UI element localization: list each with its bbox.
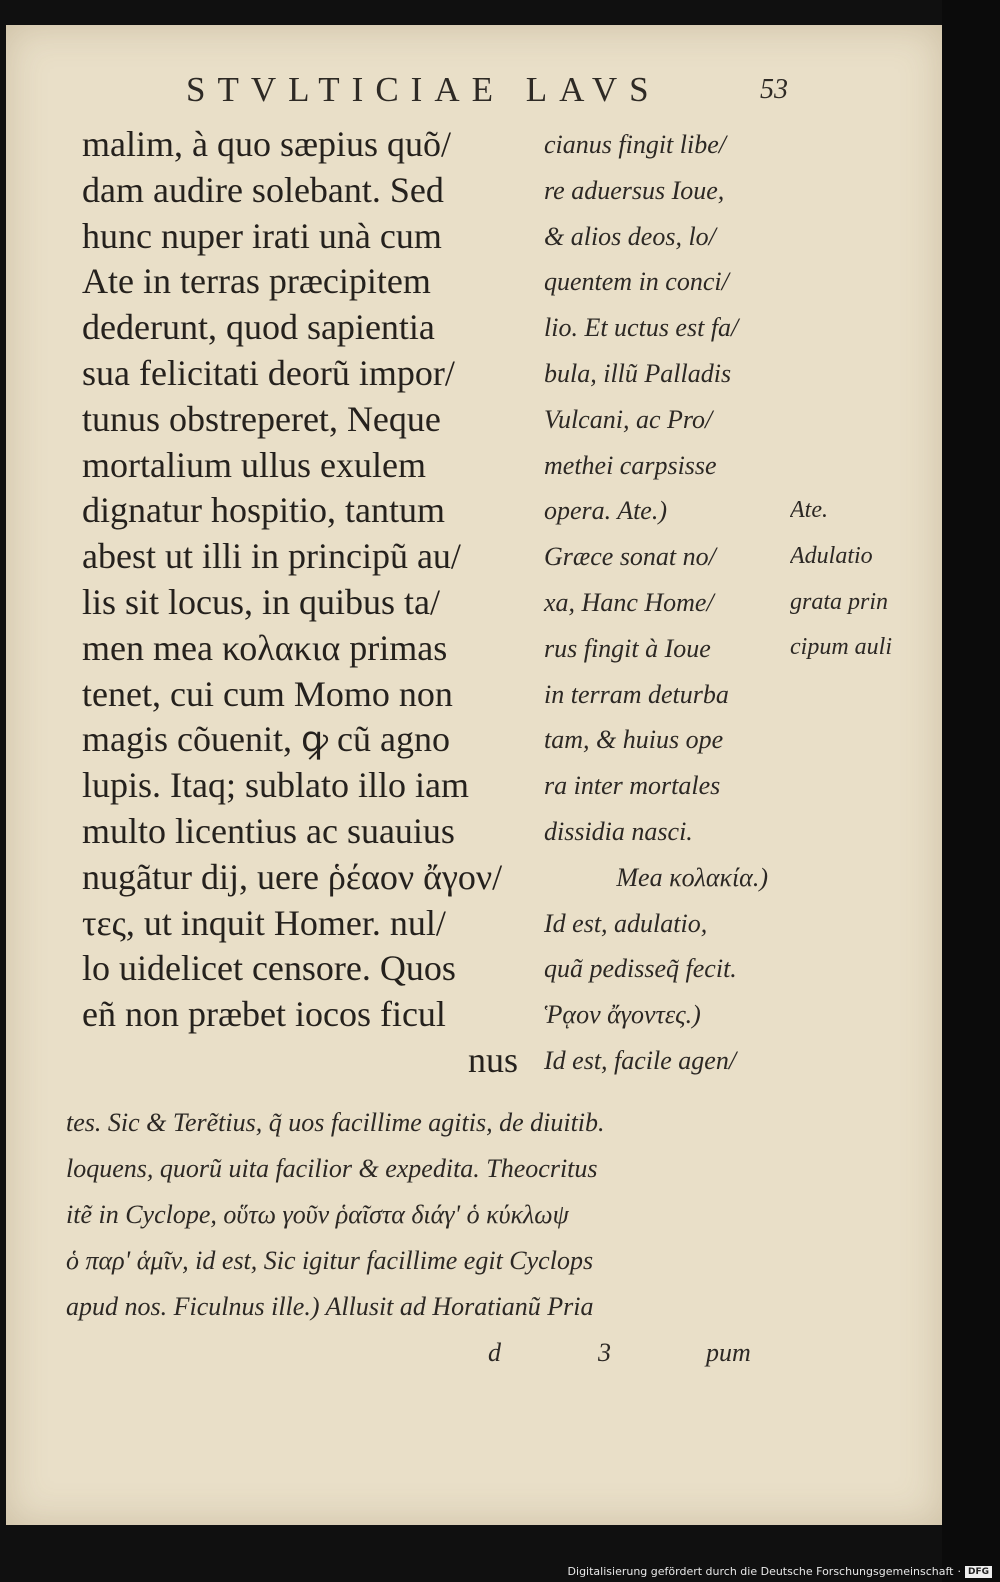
binding-edge <box>942 0 1000 1582</box>
main-text-line: lupis. Itaq; sublato illo iam <box>82 765 469 806</box>
gloss-line: rus fingit à Ioue <box>544 633 711 663</box>
gloss-line: Vulcani, ac Pro/ <box>544 404 713 434</box>
main-text-line: multo licentius ac suauius <box>82 810 455 851</box>
digitization-footer: Digitalisierung gefördert durch die Deutsche Forschungsgemeinschaft · DFG <box>568 1565 992 1578</box>
main-text-line: nugãtur dij, uere ῥέαον ἄγον/ <box>82 856 503 897</box>
gloss-line: quentem in conci/ <box>544 267 729 297</box>
gloss-line: opera. Ate.) <box>544 496 667 526</box>
main-text-line: abest ut illi in principũ au/ <box>82 536 461 577</box>
main-text-line: hunc nuper irati unà cum <box>82 215 442 256</box>
gloss-line: lio. Et uctus est fa/ <box>544 313 739 343</box>
gloss-line: Mea κολακία.) <box>616 862 768 892</box>
footer-credit: Digitalisierung gefördert durch die Deutsche Forschungsgemeinschaft <box>567 1565 954 1578</box>
main-text-line: sua felicitati deorũ impor/ <box>82 352 455 393</box>
catchword: pum <box>706 1338 751 1367</box>
main-text-line: lis sit locus, in quibus ta/ <box>82 581 441 622</box>
main-text-line: dignatur hospitio, tantum <box>82 490 445 531</box>
margin-note: grata prin <box>790 588 889 615</box>
signature-number: 3 <box>598 1338 611 1367</box>
signature-letter: d <box>488 1338 501 1367</box>
margin-notes <box>790 488 940 671</box>
margin-note: cipum auli <box>790 634 892 661</box>
gloss-line: tam, & huius ope <box>544 725 724 755</box>
dfg-logo-icon: DFG <box>965 1566 992 1578</box>
gloss-line: Ῥᾳον ἄγοντες.) <box>544 1000 701 1030</box>
main-text-line: τες, ut inquit Homer. nul/ <box>82 902 446 943</box>
gloss-line: Græce sonat no/ <box>544 542 716 572</box>
footnote-block <box>66 1100 786 1330</box>
footnote-line: apud nos. Ficulnus ille.) Allusit ad Horatianũ Pria <box>66 1292 594 1321</box>
margin-note: Ate. <box>790 497 828 523</box>
main-text-line: tenet, cui cum Momo non <box>82 673 453 714</box>
footnote-line: loquens, quorũ uita facilior & expedita. Theocritus <box>66 1154 598 1183</box>
main-text-line: nus <box>467 1039 518 1080</box>
footnote-line: itẽ in Cyclope, οὕτω γοῦν ῥαῖστα διάγ' ὁ κύκλωψ <box>66 1200 569 1229</box>
gloss-line: Id est, facile agen/ <box>544 1045 737 1075</box>
gloss-line: bula, illũ Palladis <box>544 358 732 388</box>
gloss-line: re aduersus Ioue, <box>544 175 725 205</box>
main-text-line: mortalium ullus exulem <box>82 444 426 485</box>
main-text-line: Ate in terras præcipitem <box>82 261 431 302</box>
main-text-column <box>82 122 532 1084</box>
main-text-line: eñ non præbet iocos ficul <box>82 994 446 1035</box>
footnote-line: ὁ παρ' ἁμῖν, id est, Sic igitur facillime egit Cyclops <box>66 1246 594 1275</box>
main-text-line: dam audire solebant. Sed <box>82 169 444 210</box>
gloss-line: ra inter mortales <box>544 771 721 801</box>
main-text-line: tunus obstreperet, Neque <box>82 398 441 439</box>
gloss-line: Id est, adulatio, <box>544 908 708 938</box>
main-text-line: lo uidelicet censore. Quos <box>82 948 456 989</box>
main-text-line: men mea κολακια primas <box>82 627 448 668</box>
gloss-line: dissidia nasci. <box>544 816 693 846</box>
main-text-line: magis cõuenit, ꝙ cũ agno <box>82 719 450 760</box>
gloss-line: quã pedisseq̃ fecit. <box>544 954 737 984</box>
page-number: 53 <box>760 74 788 105</box>
gloss-line: in terram deturba <box>544 679 729 709</box>
main-text-line: malim, à quo sæpius quõ/ <box>82 124 451 164</box>
main-text-line: dederunt, quod sapientia <box>82 307 435 348</box>
running-title: STVLTICIAE LAVS <box>186 70 661 109</box>
footnote-line: tes. Sic & Terẽtius, q̃ uos facillime agitis, de diuitib. <box>66 1108 605 1137</box>
gloss-line: cianus fingit libe/ <box>544 130 726 159</box>
gloss-line: methei carpsisse <box>544 450 717 480</box>
gloss-line: xa, Hanc Home/ <box>544 587 714 617</box>
gloss-column <box>544 122 794 1084</box>
margin-note: Adulatio <box>790 542 873 569</box>
gloss-line: & alios deos, lo/ <box>544 221 716 251</box>
